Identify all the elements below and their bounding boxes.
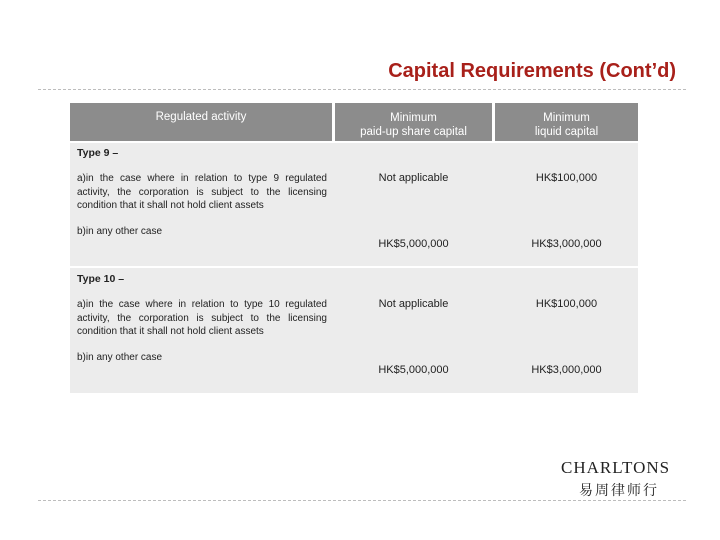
header-activity-label: Regulated activity bbox=[155, 111, 247, 123]
logo-chinese-text: 易周律师行 bbox=[579, 483, 659, 499]
type9-label: Type 9 – bbox=[77, 147, 119, 159]
type9-case-b-liquid: HK$3,000,000 bbox=[531, 238, 602, 250]
top-divider bbox=[38, 89, 686, 90]
slide-title: Capital Requirements (Cont’d) bbox=[388, 60, 676, 82]
header-min-liquid-capital bbox=[495, 103, 638, 141]
type10-case-b-text: b)in any other case bbox=[77, 352, 163, 363]
bottom-divider bbox=[38, 500, 686, 501]
type10-case-a-liquid: HK$100,000 bbox=[535, 298, 598, 310]
type10-label: Type 10 – bbox=[77, 273, 125, 285]
column-separator bbox=[332, 103, 335, 141]
type9-case-b-paid-up: HK$5,000,000 bbox=[378, 238, 449, 250]
header-paid-up-line1: Minimum bbox=[390, 112, 437, 124]
type9-case-b-text: b)in any other case bbox=[77, 226, 163, 237]
charltons-logo bbox=[555, 452, 685, 498]
header-min-paid-up-capital bbox=[335, 103, 492, 141]
row-separator bbox=[70, 266, 638, 268]
capital-requirements-table bbox=[70, 103, 638, 393]
type9-case-a-liquid: HK$100,000 bbox=[535, 172, 598, 184]
type10-case-b-paid-up: HK$5,000,000 bbox=[378, 364, 449, 376]
header-liquid-line1: Minimum bbox=[543, 112, 590, 124]
type10-case-a-text: a)in the case where in relation to type 10 regulated activity, the corporation is subject to the licensing condition that it shall not hold client assets bbox=[77, 299, 327, 337]
header-regulated-activity bbox=[70, 103, 332, 141]
column-separator bbox=[492, 103, 495, 141]
row-separator bbox=[70, 141, 638, 143]
type9-case-a-paid-up: Not applicable bbox=[378, 172, 449, 184]
logo-english-text: CHARLTONS bbox=[561, 458, 671, 477]
type10-case-a-paid-up: Not applicable bbox=[378, 298, 449, 310]
header-paid-up-line2: paid-up share capital bbox=[360, 126, 467, 138]
header-liquid-line2: liquid capital bbox=[534, 126, 599, 138]
type9-case-a-text: a)in the case where in relation to type 9 regulated activity, the corporation is subject to the licensing condition that it shall not hold client assets bbox=[77, 173, 327, 211]
type10-case-b-liquid: HK$3,000,000 bbox=[531, 364, 602, 376]
